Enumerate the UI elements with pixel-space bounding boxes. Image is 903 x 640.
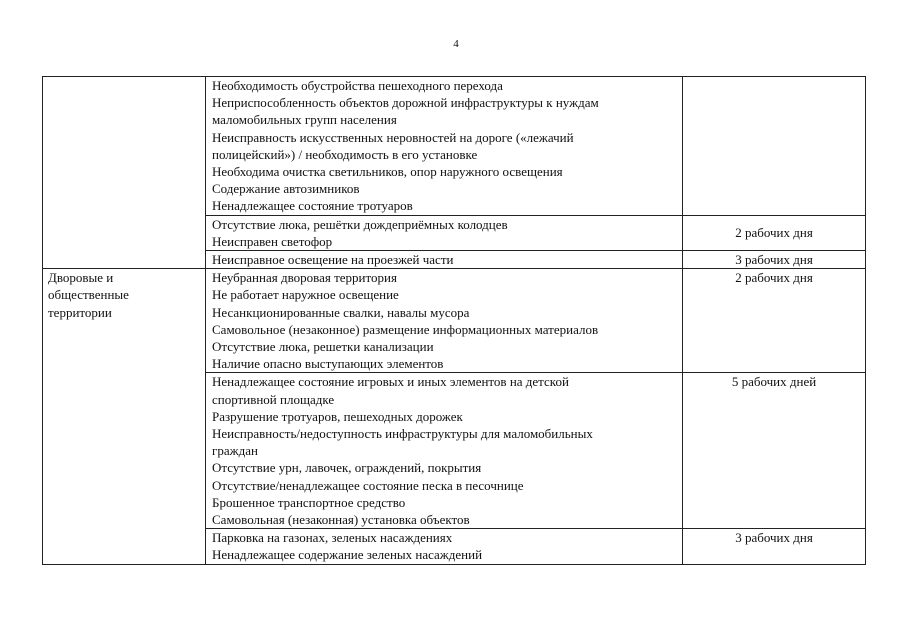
issue-item: Не работает наружное освещение	[212, 287, 399, 303]
issue-item: полицейский») / необходимость в его установке	[212, 146, 478, 162]
issue-item: Брошенное транспортное средство	[212, 494, 406, 510]
issue-item: спортивной площадке	[212, 391, 335, 407]
issue-item: маломобильных групп населения	[212, 112, 397, 128]
issue-item: Отсутствие урн, лавочек, ограждений, покрытия	[212, 460, 482, 476]
category-cell	[43, 77, 206, 269]
issue-item: Ненадлежащее содержание зеленых насаждений	[212, 547, 483, 563]
issue-item: Наличие опасно выступающих элементов	[212, 356, 444, 372]
issue-item: Ненадлежащее состояние тротуаров	[212, 198, 413, 214]
issues-cell	[206, 269, 683, 373]
table-row	[43, 77, 866, 216]
issue-item: Отсутствие люка, решётки дождеприёмных колодцев	[212, 216, 508, 232]
page-number: 4	[453, 38, 459, 50]
issue-item: Необходимость обустройства пешеходного перехода	[212, 78, 503, 93]
issue-item: Самовольная (незаконная) установка объектов	[212, 512, 470, 528]
issue-item: Неубранная дворовая территория	[212, 270, 397, 286]
deadlines-table	[42, 76, 866, 565]
category-label: общественные	[48, 287, 129, 303]
issues-cell	[206, 529, 683, 564]
issue-item: Самовольное (незаконное) размещение информационных материалов	[212, 321, 599, 337]
deadline-cell	[683, 77, 866, 216]
issue-item: Разрушение тротуаров, пешеходных дорожек	[212, 408, 463, 424]
issue-item: Парковка на газонах, зеленых насаждениях	[212, 530, 453, 546]
issue-item: Неисправное освещение на проезжей части	[212, 252, 454, 268]
issue-item: Отсутствие люка, решетки канализации	[212, 339, 434, 355]
category-label: территории	[48, 304, 112, 320]
category-cell	[43, 269, 206, 564]
deadline-cell: 3 рабочих дня	[683, 251, 866, 269]
issues-cell	[206, 373, 683, 529]
issue-item: Неисправность/недоступность инфраструктуры для маломобильных	[212, 426, 593, 442]
category-label: Дворовые и	[48, 270, 114, 286]
issue-item: Необходима очистка светильников, опор наружного освещения	[212, 164, 563, 180]
table-row	[43, 269, 866, 373]
issue-item: граждан	[212, 443, 258, 459]
deadline-cell: 2 рабочих дня	[683, 215, 866, 250]
issue-item: Несанкционированные свалки, навалы мусора	[212, 304, 470, 320]
issue-item: Отсутствие/ненадлежащее состояние песка в песочнице	[212, 477, 524, 493]
issues-cell	[206, 215, 683, 250]
issue-item: Неисправен светофор	[212, 233, 333, 249]
issues-cell	[206, 77, 683, 216]
issues-cell	[206, 251, 683, 269]
issue-item: Ненадлежащее состояние игровых и иных элементов на детской	[212, 374, 569, 390]
issue-item: Неприспособленность объектов дорожной инфраструктуры к нуждам	[212, 95, 599, 111]
deadline-cell: 2 рабочих дня	[683, 269, 866, 373]
issue-item: Содержание автозимников	[212, 181, 360, 197]
issue-item: Неисправность искусственных неровностей на дороге («лежачий	[212, 129, 574, 145]
deadline-cell: 5 рабочих дней	[683, 373, 866, 529]
deadline-cell: 3 рабочих дня	[683, 529, 866, 564]
